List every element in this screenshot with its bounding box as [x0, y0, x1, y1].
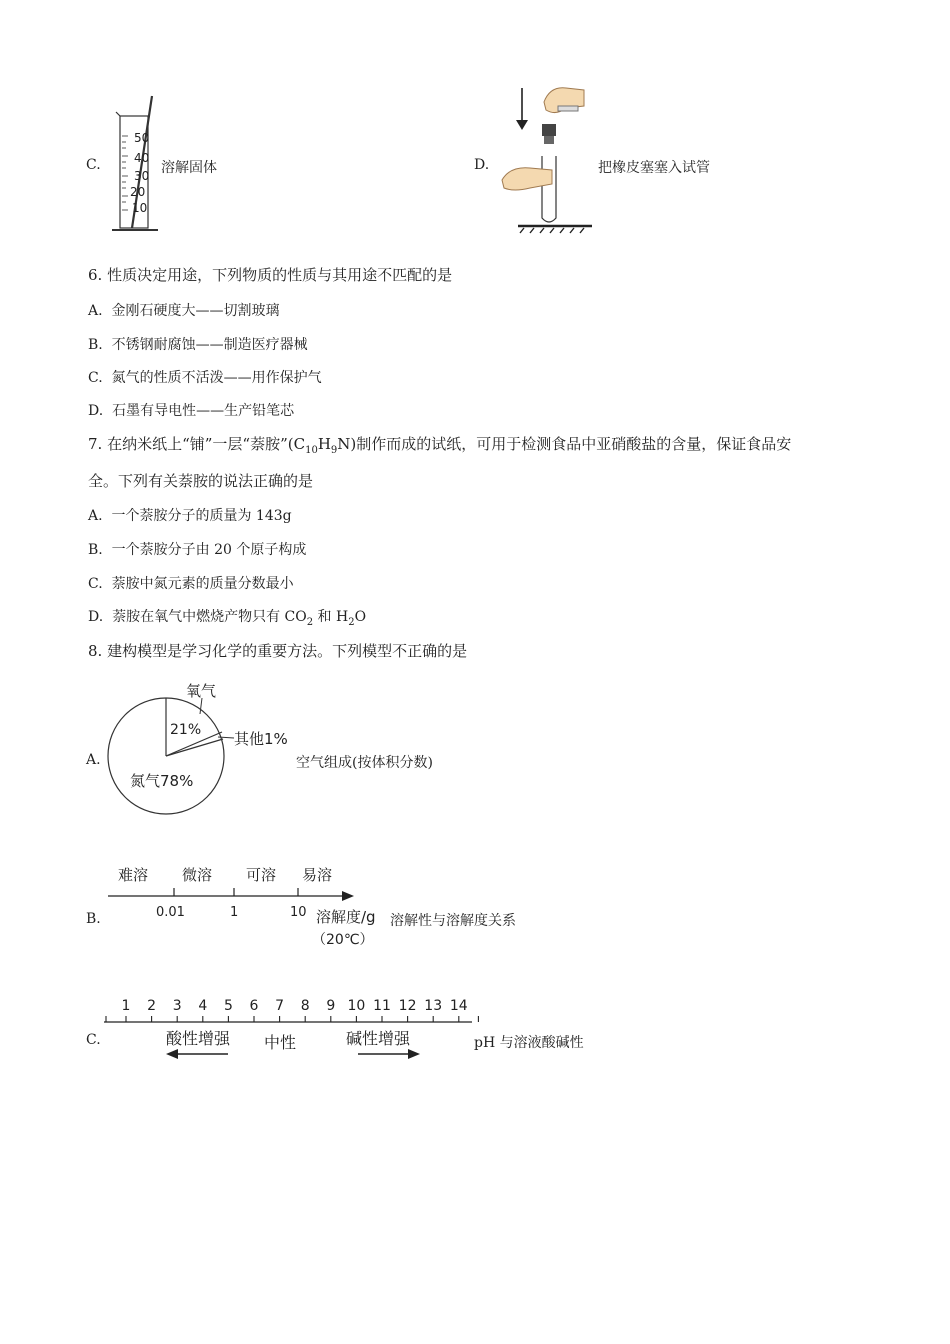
ph-number: 9: [326, 998, 336, 1014]
option-text: 萘胺中氮元素的质量分数最小: [111, 576, 294, 592]
ph-number: 12: [398, 998, 417, 1014]
option-letter: D.: [88, 609, 104, 625]
axis-tick-label: 0.01: [156, 905, 185, 920]
label-oxygen: 氧气: [186, 682, 217, 700]
subscript: 10: [305, 445, 318, 456]
q6-stem: 6. 性质决定用途，下列物质的性质与其用途不匹配的是: [88, 266, 453, 284]
down-arrow-icon: [516, 88, 528, 130]
option-d-letter: D.: [474, 157, 490, 173]
q7-stem-line1: [88, 433, 791, 454]
cylinder-scale: [122, 136, 128, 210]
q8-b-caption: 溶解性与溶解度关系: [390, 913, 516, 929]
q6-option-d: [88, 400, 294, 420]
q7-stem-line2: 全。下列有关萘胺的说法正确的是: [88, 472, 314, 490]
option-c-letter: C.: [86, 157, 101, 173]
option-text: 和 H: [313, 609, 349, 625]
q6-option-c: [88, 367, 322, 387]
test-tube-icon: [542, 156, 556, 222]
option-letter: B.: [88, 337, 103, 353]
stem-text: N)制作而成的试纸，可用于检测食品中亚硝酸盐的含量，保证食品安: [337, 435, 792, 453]
solubility-category: 可溶: [246, 866, 277, 884]
ph-number-labels: [122, 998, 468, 1014]
solubility-axis: [104, 860, 394, 952]
ph-number: 3: [172, 998, 182, 1014]
ph-number: 5: [223, 998, 233, 1014]
ph-number: 14: [449, 998, 468, 1014]
ph-number: 7: [275, 998, 285, 1014]
q8-b-letter: B.: [86, 911, 101, 927]
cylinder-mark: 10: [132, 201, 148, 215]
ph-number: 6: [249, 998, 259, 1014]
option-letter: C.: [88, 576, 103, 592]
option-c-caption: 溶解固体: [161, 160, 217, 176]
ph-number: 13: [424, 998, 443, 1014]
ph-number: 10: [347, 998, 366, 1014]
q7-option-c: [88, 573, 294, 593]
acid-arrow-icon: [166, 1049, 178, 1059]
q8-c-caption: pH 与溶液酸碱性: [474, 1035, 584, 1051]
other-pointer: [218, 737, 234, 738]
label-other: 其他1%: [234, 730, 288, 748]
ph-scale: [100, 992, 480, 1062]
axis-label: 溶解度/g: [316, 908, 376, 926]
subscript: 9: [330, 445, 338, 456]
ph-number: 2: [147, 998, 157, 1014]
axis-arrow-icon: [342, 891, 354, 901]
base-arrow-icon: [408, 1049, 420, 1059]
rubber-stopper-icon: [542, 124, 556, 144]
neutral-label: 中性: [264, 1033, 297, 1052]
axis-temperature: （20℃）: [312, 932, 374, 948]
option-letter: B.: [88, 542, 103, 558]
q7-option-a: [88, 505, 292, 525]
ph-number: 11: [373, 998, 391, 1014]
acid-label: 酸性增强: [166, 1029, 231, 1048]
axis-tick-label: 10: [290, 905, 307, 920]
axis-tick-label: 1: [230, 905, 239, 920]
label-oxygen-pct: 21%: [170, 722, 202, 738]
table-surface-icon: [518, 226, 592, 233]
oxygen-pointer: [200, 698, 202, 714]
label-nitrogen: 氮气78%: [130, 772, 194, 790]
option-text: 一个萘胺分子由 20 个原子构成: [111, 542, 307, 558]
stem-text: 7. 在纳米纸上“铺”一层“萘胺”(C: [88, 435, 306, 453]
solubility-category: 微溶: [182, 866, 213, 884]
q6-option-a: [88, 300, 279, 320]
air-composition-pie: [104, 676, 304, 826]
upper-hand-icon: [544, 88, 584, 113]
option-letter: D.: [88, 403, 104, 419]
subscript: 2: [348, 616, 355, 628]
option-letter: A.: [88, 303, 103, 319]
option-text: O: [354, 609, 367, 625]
option-letter: C.: [88, 370, 103, 386]
option-d-caption: 把橡皮塞塞入试管: [598, 160, 710, 176]
stem-text: H: [317, 435, 331, 453]
option-text: 不锈钢耐腐蚀——制造医疗器械: [111, 337, 308, 353]
solubility-category: 难溶: [118, 866, 149, 884]
graduated-cylinder-illustration: [108, 92, 164, 237]
ph-number: 4: [198, 998, 208, 1014]
subscript: 2: [306, 616, 314, 628]
q7-option-b: [88, 539, 306, 559]
cylinder-mark: 20: [130, 185, 146, 199]
q6-option-b: [88, 334, 308, 354]
option-text: 一个萘胺分子的质量为 143g: [111, 508, 292, 524]
base-label: 碱性增强: [346, 1029, 411, 1048]
option-text: 氮气的性质不活泼——用作保护气: [111, 370, 322, 386]
ph-number: 1: [121, 998, 131, 1014]
cylinder-mark: 30: [134, 169, 150, 183]
q8-stem: 8. 建构模型是学习化学的重要方法。下列模型不正确的是: [88, 642, 468, 660]
q7-option-d: [88, 606, 366, 626]
cylinder-mark: 50: [134, 131, 150, 145]
ph-number: 8: [300, 998, 310, 1014]
cylinder-mark: 40: [134, 151, 150, 165]
pie-slice-line: [166, 739, 223, 756]
lower-hand-icon: [502, 168, 552, 190]
q8-a-caption: 空气组成(按体积分数): [296, 755, 433, 771]
q8-a-letter: A.: [86, 752, 101, 768]
solubility-category: 易溶: [302, 866, 333, 884]
option-text: 石墨有导电性——生产铅笔芯: [112, 403, 295, 419]
test-tube-stopper-illustration: [500, 80, 600, 235]
q8-c-letter: C.: [86, 1032, 101, 1048]
option-letter: A.: [88, 508, 103, 524]
option-text: 萘胺在氧气中燃烧产物只有 CO: [112, 609, 307, 625]
ph-ticks: [106, 1016, 478, 1022]
option-text: 金刚石硬度大——切割玻璃: [111, 303, 280, 319]
